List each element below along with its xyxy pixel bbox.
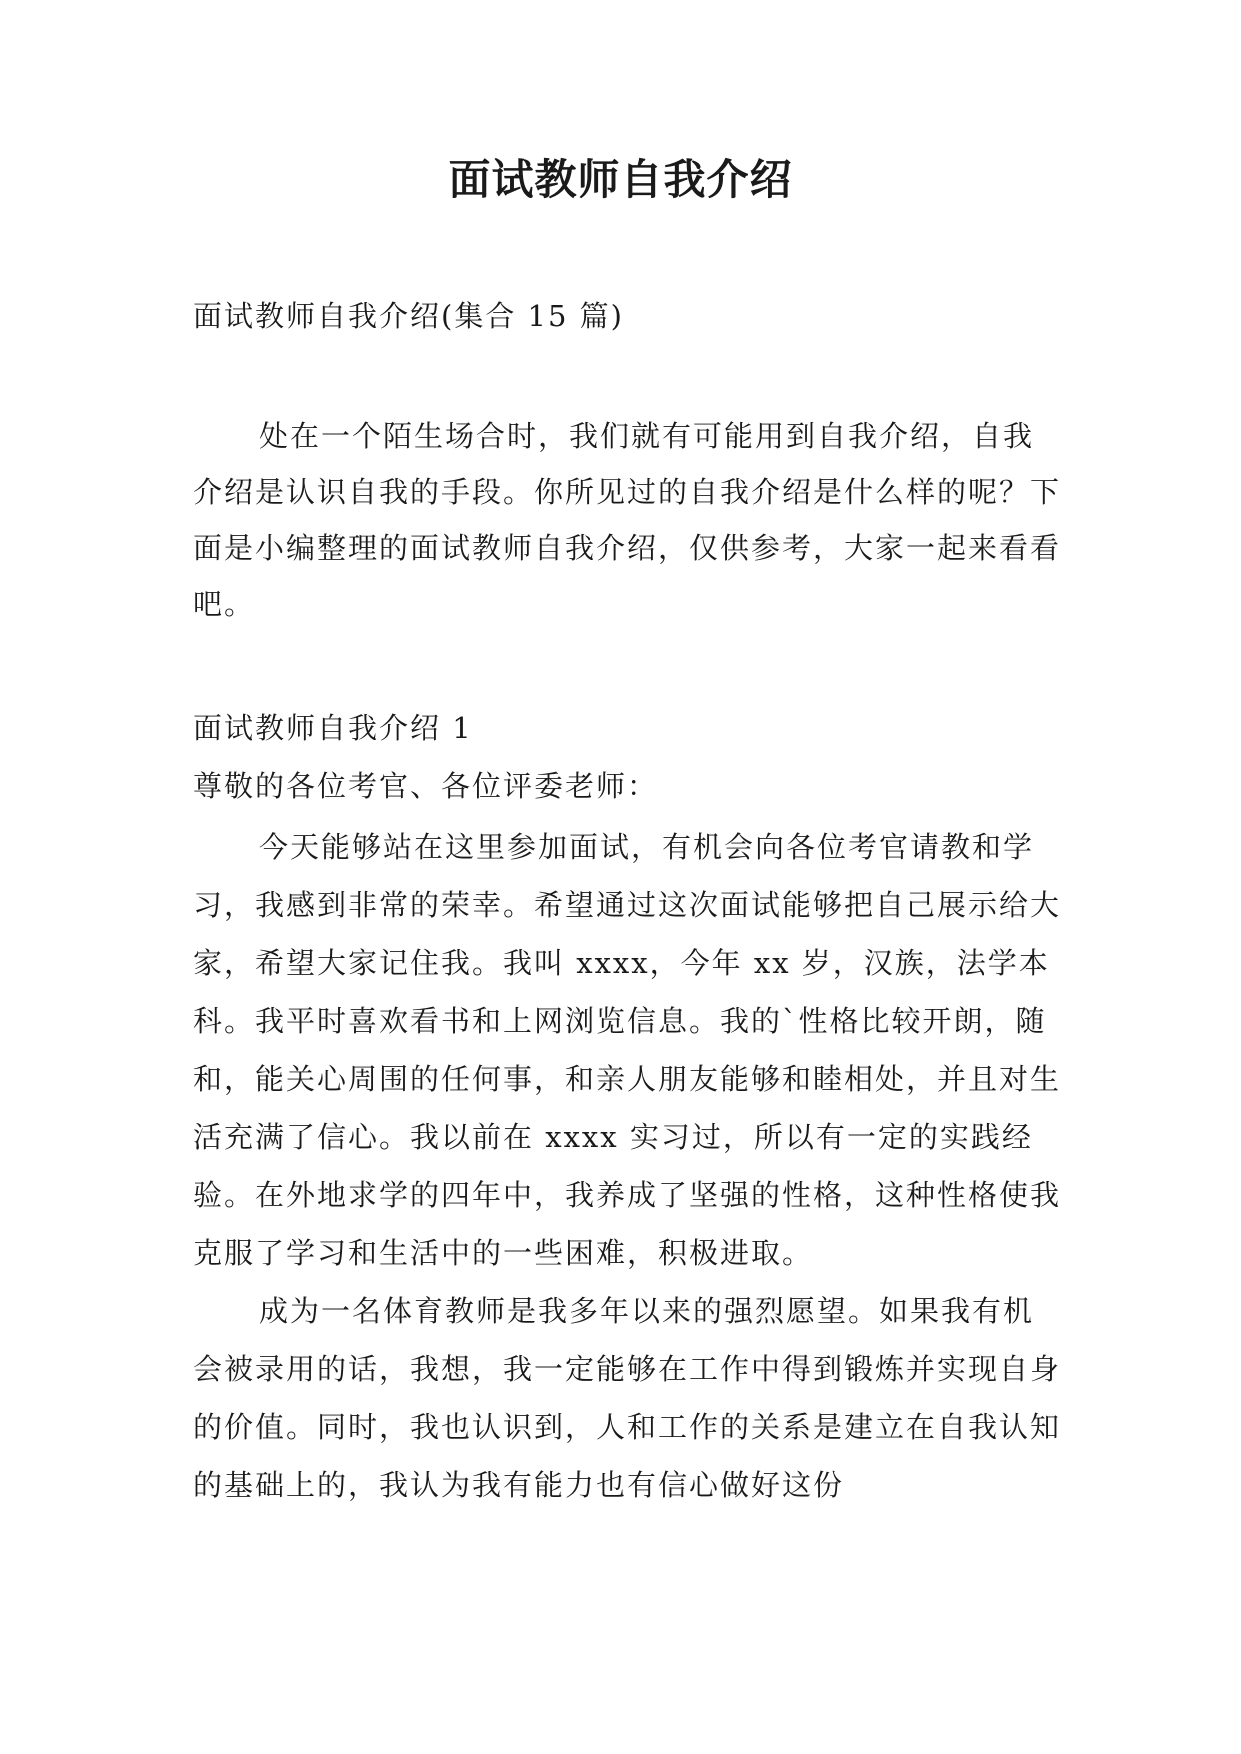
section-body: [193, 818, 1063, 1514]
body-paragraph: 今天能够站在这里参加面试，有机会向各位考官请教和学习，我感到非常的荣幸。希望通过这次面试能够把自己展示给大家，希望大家记住我。我叫 xxxx，今年 xx 岁，汉族，法学本科。我平时喜欢看书和上网浏览信息。我的`性格比较开朗，随和，能关心周围的任何事，和亲人朋友能够和睦相处，并且对生活充满了信心。我以前在 xxxx 实习过，所以有一定的实践经验。在外地求学的四年中，我养成了坚强的性格，这种性格使我克服了学习和生活中的一些困难，积极进取。: [193, 830, 1062, 1270]
document-title: 面试教师自我介绍: [448, 155, 793, 204]
salutation-line: 尊敬的各位考官、各位评委老师：: [193, 769, 659, 803]
document-subtitle: 面试教师自我介绍(集合 15 篇): [193, 299, 624, 333]
intro-paragraph: 处在一个陌生场合时，我们就有可能用到自我介绍，自我介绍是认识自我的手段。你所见过的自我介绍是什么样的呢？下面是小编整理的面试教师自我介绍，仅供参考，大家一起来看看吧。: [193, 419, 1062, 621]
section-heading: 面试教师自我介绍 1: [193, 711, 473, 745]
body-paragraph: 成为一名体育教师是我多年以来的强烈愿望。如果我有机会被录用的话，我想，我一定能够在工作中得到锻炼并实现自身的价值。同时，我也认识到，人和工作的关系是建立在自我认知的基础上的，我认为我有能力也有信心做好这份: [193, 1294, 1062, 1502]
